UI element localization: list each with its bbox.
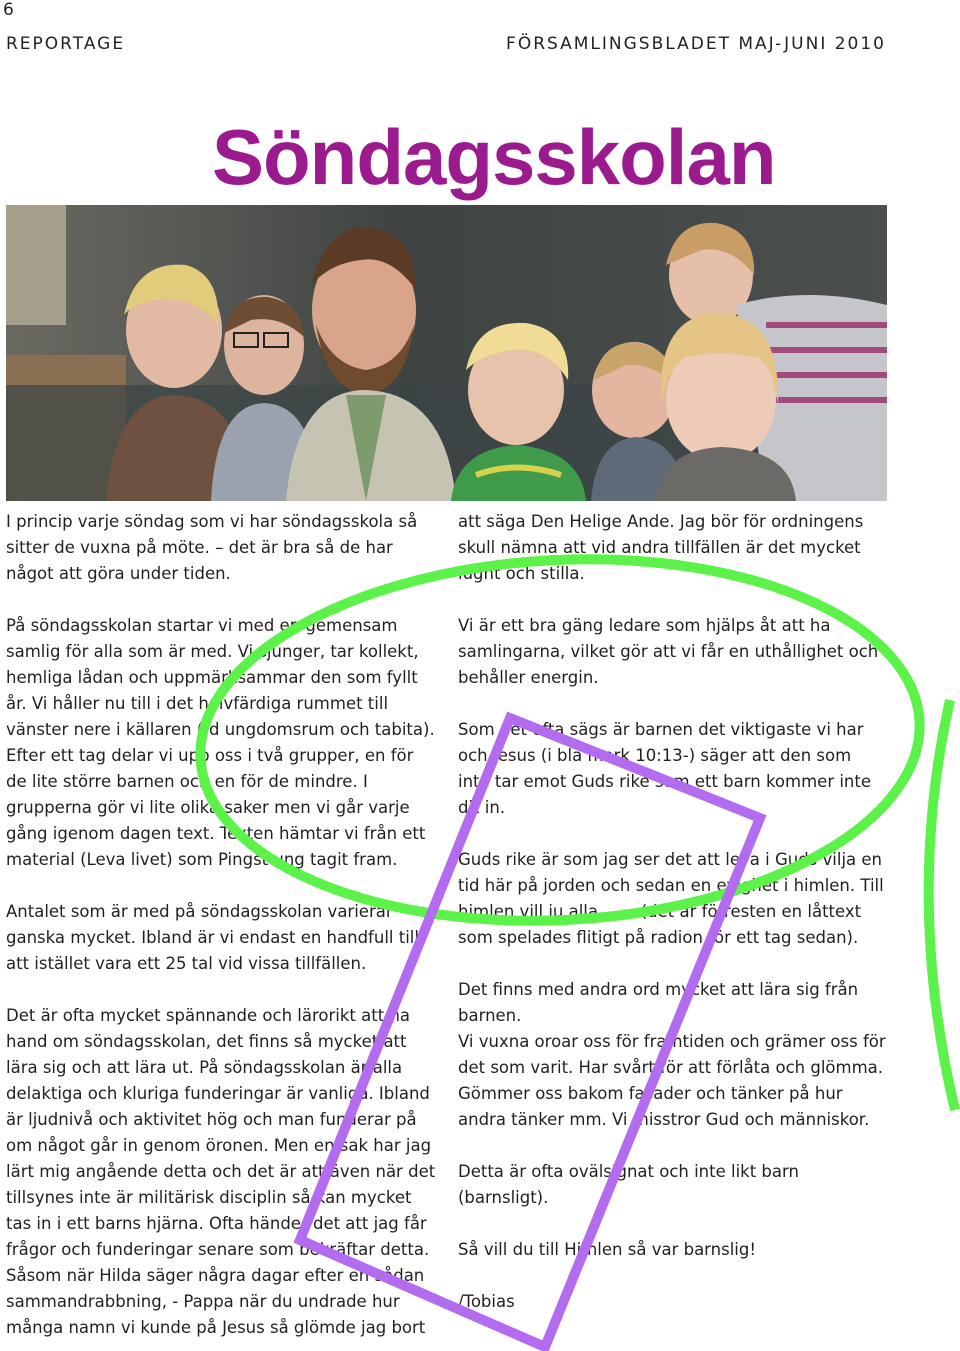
paragraph: I princip varje söndag som vi har söndagsskola så sitter de vuxna på möte. – det är bra så de har något att göra under tiden. bbox=[6, 512, 418, 583]
paragraph: Vi vuxna oroar oss för framtiden och grämer oss för det som varit. Har svårt för att förlåta och glömma. Gömmer oss bakom fasader och tänker på hur andra tänker mm. Vi misstror Gud och människor. bbox=[458, 1032, 886, 1129]
section-label: REPORTAGE bbox=[6, 34, 126, 54]
paragraph: Vi är ett bra gäng ledare som hjälps åt att ha samlingarna, vilket gör att vi får en uthållighet och behåller energin. bbox=[458, 616, 879, 687]
photo-illustration bbox=[6, 205, 887, 501]
paragraph: Så vill du till Himlen så var barnslig! bbox=[458, 1240, 756, 1259]
signature: /Tobias bbox=[458, 1292, 515, 1311]
paragraph: Som det ofta sägs är barnen det viktigaste vi har och Jesus (i bla mark 10:13-) säger att den som inte tar emot Guds rike som ett barn kommer inte dit in. bbox=[458, 720, 872, 817]
article-title: Söndagsskolan bbox=[212, 113, 776, 201]
paragraph: Detta är ofta ovälsignat och inte likt barn (barnsligt). bbox=[458, 1162, 799, 1207]
paragraph: Guds rike är som jag ser det att leva i Guds vilja en tid här på jorden och sedan en evighet i himlen. Till himlen vill ju alla …... (det är förresten en låttext som spelades flitigt på radion för ett tag sedan). bbox=[458, 850, 884, 947]
paragraph: På söndagsskolan startar vi med en gemensam samlig för alla som är med. Vi sjunger, tar kollekt, hemliga lådan och uppmärksammar den som fyllt år. Vi håller nu till i det halvfärdiga rummet till vänster nere i källaren (fd ungdomsrum och tabita). Efter ett tag delar vi upp oss i två grupper, en för de lite större barnen och en för de mindre. I grupperna gör vi lite olika saker men vi går varje gång igenom dagen text. Texten hämtar vi från ett material (Leva livet) som Pingst ung tagit fram. bbox=[6, 616, 435, 869]
page-number: 6 bbox=[3, 0, 14, 20]
right-column bbox=[458, 509, 888, 1341]
paragraph: Antalet som är med på söndagsskolan varierar ganska mycket. Ibland är vi endast en handfull till att istället vara ett 25 tal vid vissa tillfällen. bbox=[6, 902, 419, 973]
masthead: FÖRSAMLINGSBLADET MAJ-JUNI 2010 bbox=[506, 34, 886, 54]
left-column bbox=[6, 509, 437, 1341]
paragraph: att säga Den Helige Ande. Jag bör för ordningens skull nämna att vid andra tillfällen är det mycket lugnt och stilla. bbox=[458, 512, 864, 583]
paragraph: Det är ofta mycket spännande och lärorikt att ha hand om söndagsskolan, det finns så mycket att lära sig och att lära ut. På söndagsskolan är alla delaktiga och kluriga funderingar är vanliga. Ibland är ljudnivå och aktivitet hög och man funderar på om något går in genom öronen. Men en sak har jag lärt mig angående detta och det är att även när det tillsynes inte är militärisk disciplin så kan mycket tas in i ett barns hjärna. Ofta händer det att jag får frågor och funderingar senare som bekräftar detta. Såsom när Hilda säger några dagar efter en sådan sammandrabbning, - Pappa när du undrade hur många namn vi kunde på Jesus så glömde jag bort bbox=[6, 1006, 436, 1337]
annotation-arc-right bbox=[929, 700, 955, 1110]
article-photo bbox=[6, 205, 887, 501]
paragraph: Det finns med andra ord mycket att lära sig från barnen. bbox=[458, 980, 859, 1025]
